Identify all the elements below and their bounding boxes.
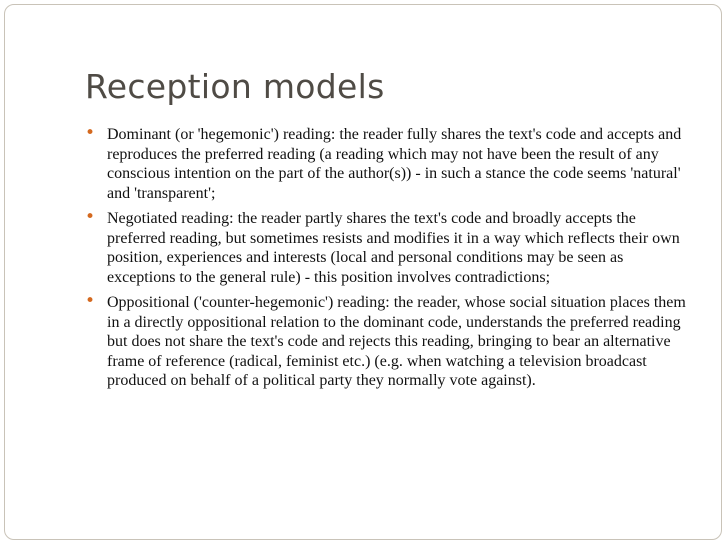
bullet-text-oppositional: Oppositional ('counter-hegemonic') reading: the reader, whose social situation places them in a directly oppositional relation to the dominant code, understands the preferred reading but does not share the text's code and rejects this reading, bringing to bear an alternative frame of reference (radical, feminist etc.) (e.g. when watching a television broadcast produced on behalf of a political party they normally vote against). (107, 294, 686, 389)
bullet-item-dominant (85, 125, 695, 203)
slide-title: Reception models (85, 67, 385, 106)
slide-frame (4, 4, 722, 540)
bullet-dot-icon: • (85, 291, 96, 311)
bullet-item-oppositional (85, 293, 695, 391)
bullet-text-dominant: Dominant (or 'hegemonic') reading: the reader fully shares the text's code and accepts and reproduces the preferred reading (a reading which may not have been the result of any conscious intention on the part of the author(s)) - in such a stance the code seems 'natural' and 'transparent'; (107, 126, 682, 202)
bullet-list (85, 125, 695, 397)
bullet-item-negotiated (85, 209, 695, 287)
bullet-text-negotiated: Negotiated reading: the reader partly shares the text's code and broadly accepts the preferred reading, but sometimes resists and modifies it in a way which reflects their own position, experiences and interests (local and personal conditions may be seen as exceptions to the general rule) - this position involves contradictions; (107, 210, 680, 286)
bullet-dot-icon: • (85, 207, 96, 227)
bullet-dot-icon: • (85, 123, 96, 143)
